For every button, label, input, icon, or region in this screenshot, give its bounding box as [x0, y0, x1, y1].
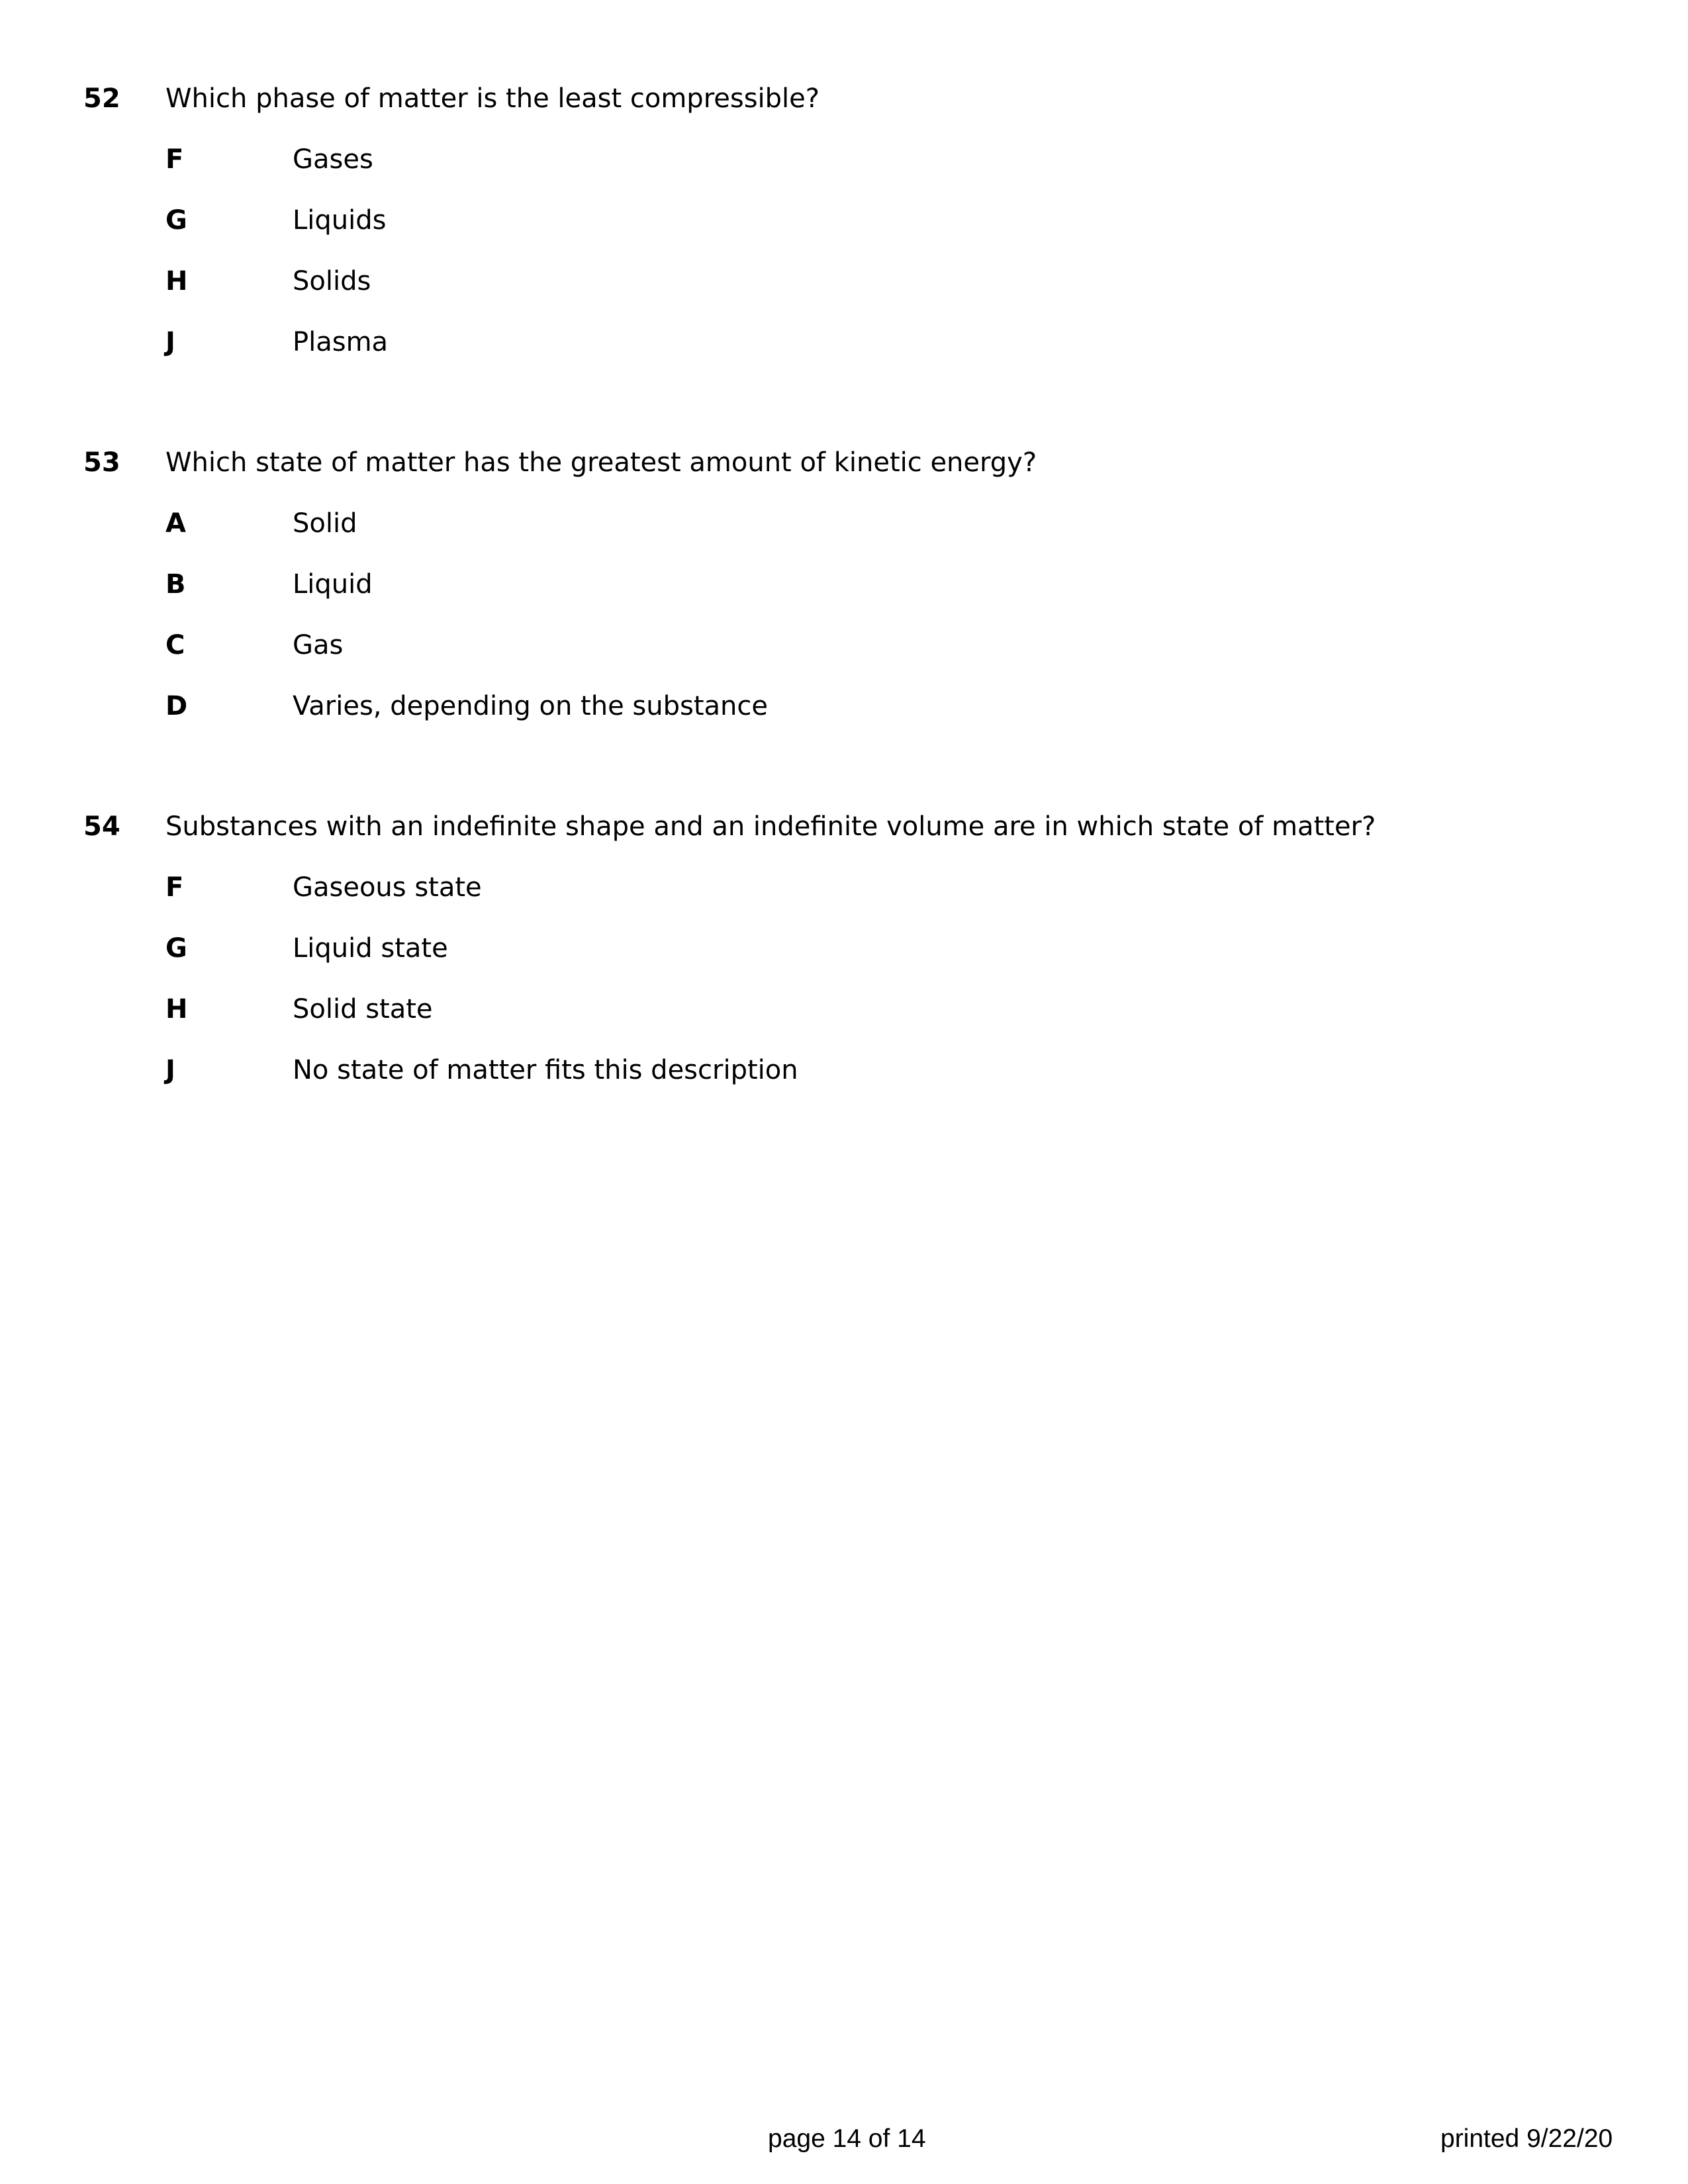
choice-letter: H — [165, 994, 188, 1024]
answer-choice — [0, 143, 1688, 176]
choice-letter: J — [165, 327, 175, 357]
answer-choice — [0, 629, 1688, 662]
choice-text: Solid — [293, 508, 357, 539]
choice-letter: A — [165, 508, 186, 539]
question-text: Substances with an indefinite shape and an indefinite volume are in which state of matter? — [165, 811, 1376, 842]
answer-choice — [0, 265, 1688, 298]
answer-choice — [0, 1054, 1688, 1087]
choice-letter: G — [165, 205, 187, 236]
question-text: Which state of matter has the greatest amount of kinetic energy? — [165, 447, 1037, 478]
answer-choice — [0, 690, 1688, 723]
choice-text: Gaseous state — [293, 872, 482, 903]
choice-letter: B — [165, 569, 186, 600]
question-number: 52 — [83, 83, 120, 114]
choice-text: No state of matter fits this description — [293, 1055, 798, 1085]
choice-letter: H — [165, 266, 188, 296]
answer-choice — [0, 871, 1688, 904]
choice-letter: C — [165, 630, 185, 660]
question-text: Which phase of matter is the least compressible? — [165, 83, 820, 114]
question-number: 53 — [83, 447, 120, 478]
answer-choice — [0, 326, 1688, 359]
choice-text: Liquids — [293, 205, 387, 236]
page-number: page 14 of 14 — [768, 2124, 926, 2153]
choice-letter: D — [165, 691, 188, 721]
choice-text: Solids — [293, 266, 371, 296]
choice-text: Liquid state — [293, 933, 448, 964]
answer-choice — [0, 204, 1688, 237]
answer-choice — [0, 932, 1688, 965]
choice-text: Varies, depending on the substance — [293, 691, 768, 721]
choice-text: Gases — [293, 144, 373, 175]
choice-text: Plasma — [293, 327, 389, 357]
choice-letter: F — [165, 872, 184, 903]
choice-text: Solid state — [293, 994, 433, 1024]
choice-text: Liquid — [293, 569, 373, 600]
choice-letter: J — [165, 1055, 175, 1085]
choice-letter: F — [165, 144, 184, 175]
answer-choice — [0, 568, 1688, 601]
answer-choice — [0, 507, 1688, 540]
question-number: 54 — [83, 811, 120, 842]
choice-text: Gas — [293, 630, 344, 660]
choice-letter: G — [165, 933, 187, 964]
answer-choice — [0, 993, 1688, 1026]
printed-date: printed 9/22/20 — [1440, 2124, 1613, 2153]
